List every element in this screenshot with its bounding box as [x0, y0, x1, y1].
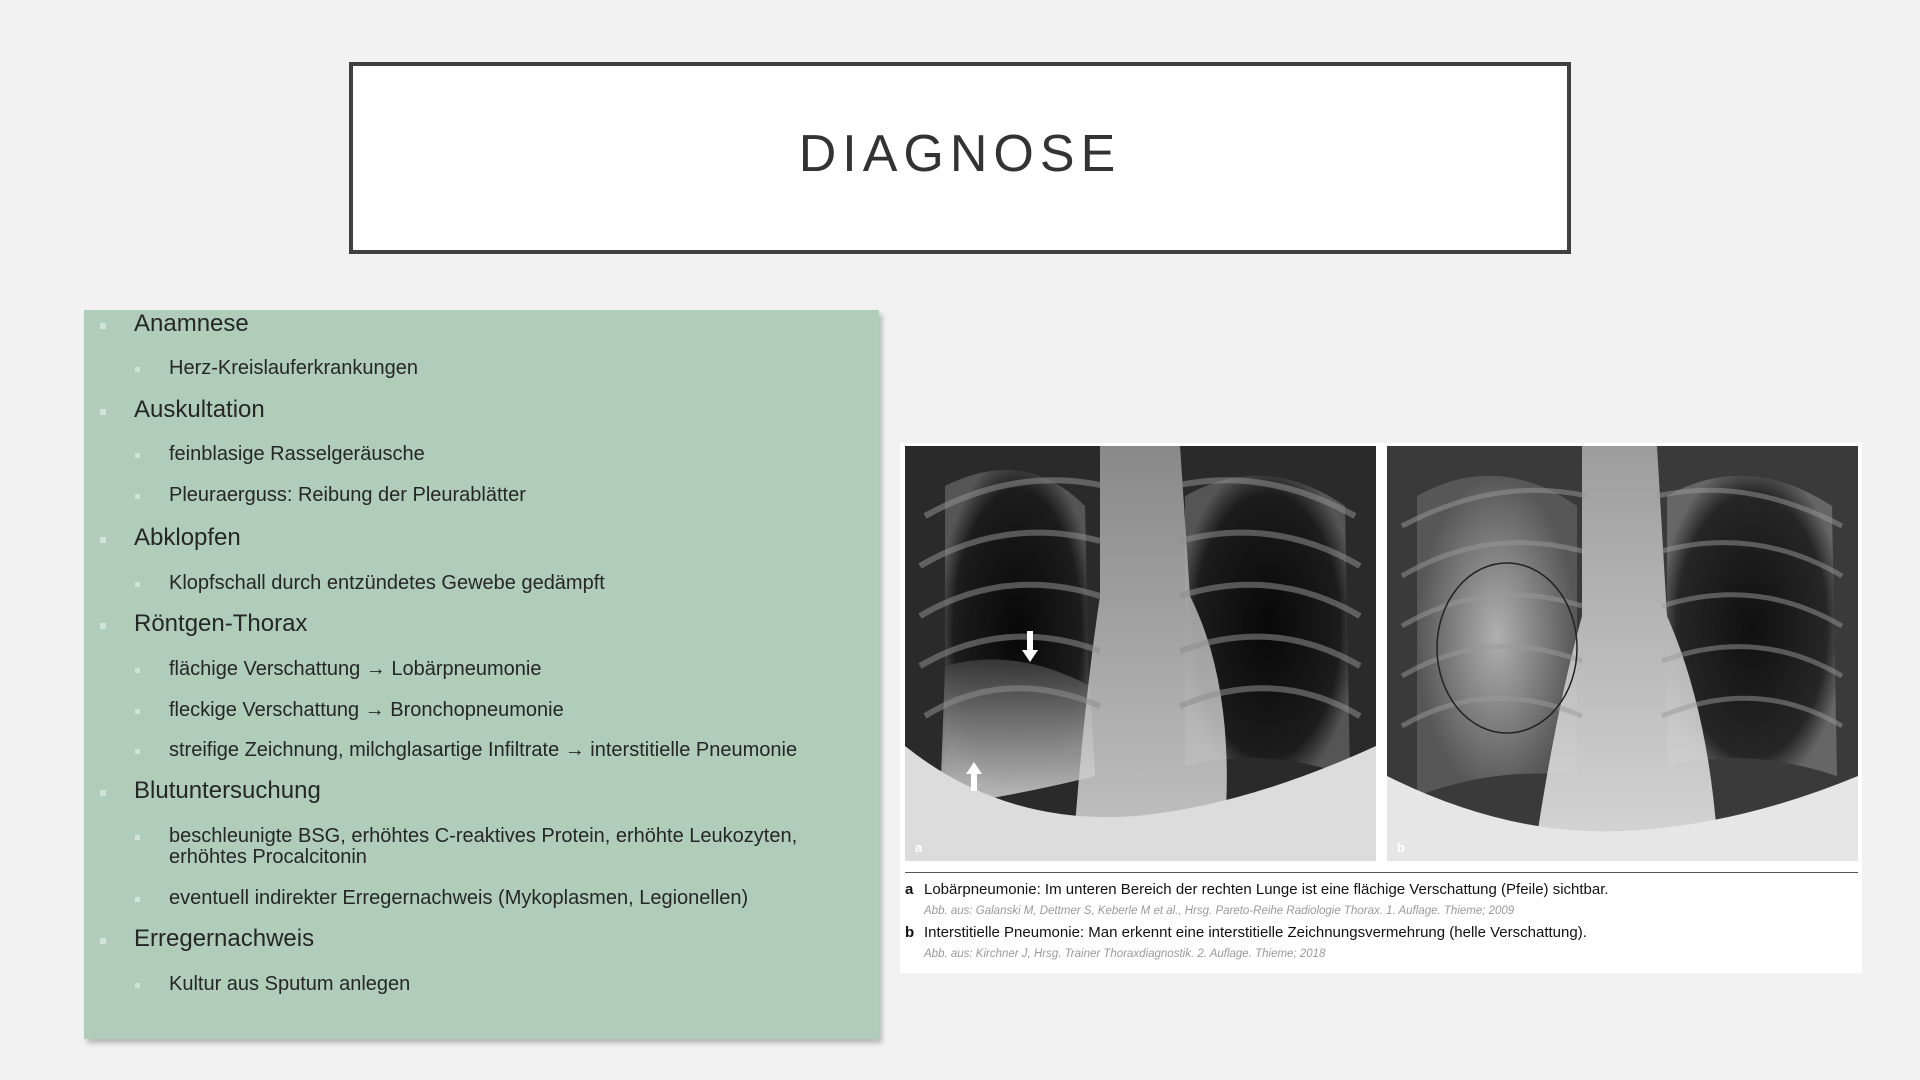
caption-divider [905, 872, 1858, 873]
image-label-a: a [915, 840, 923, 855]
source-a: Abb. aus: Galanski M, Dettmer S, Keberle M et al., Hrsg. Pareto-Reihe Radiologie Thorax. 1. Auflage. Thieme; 2009 [924, 905, 1515, 917]
bullet-icon [135, 453, 140, 458]
bullet-icon [100, 409, 106, 415]
xray-figure [900, 443, 1862, 973]
title-box [349, 62, 1571, 254]
list-item-anamnese: Anamnese [134, 310, 249, 338]
source-b: Abb. aus: Kirchner J, Hrsg. Trainer Thoraxdiagnostik. 2. Auflage. Thieme; 2018 [924, 948, 1326, 960]
list-subitem: Herz-Kreislauferkrankungen [169, 358, 859, 379]
caption-letter-a: a [905, 881, 914, 898]
bullet-icon [100, 537, 106, 543]
bullet-icon [135, 983, 140, 988]
list-subitem: eventuell indirekter Erregernachweis (Mykoplasmen, Legionellen) [169, 888, 859, 909]
list-subitem: flächige Verschattung → Lobärpneumonie [169, 659, 859, 680]
list-subitem: Pleuraerguss: Reibung der Pleurablätter [169, 485, 859, 506]
xray-drawing-b [1387, 446, 1858, 861]
list-subitem: feinblasige Rasselgeräusche [169, 444, 859, 465]
list-item-roentgen: Röntgen-Thorax [134, 610, 307, 638]
list-subitem: streifige Zeichnung, milchglasartige Infiltrate → interstitielle Pneumonie [169, 740, 859, 761]
bullet-icon [135, 749, 140, 754]
list-item-abklopfen: Abklopfen [134, 524, 241, 552]
list-item-blut: Blutuntersuchung [134, 777, 321, 805]
caption-b: Interstitielle Pneumonie: Man erkennt eine interstitielle Zeichnungsvermehrung (helle Verschattung). [924, 924, 1587, 941]
list-subitem: beschleunigte BSG, erhöhtes C-reaktives Protein, erhöhte Leukozyten, erhöhtes Procalcitonin [169, 826, 829, 868]
list-subitem: Klopfschall durch entzündetes Gewebe gedämpft [169, 573, 859, 594]
list-item-auskultation: Auskultation [134, 396, 265, 424]
list-subitem: fleckige Verschattung → Bronchopneumonie [169, 700, 859, 721]
bullet-icon [135, 709, 140, 714]
caption-a: Lobärpneumonie: Im unteren Bereich der rechten Lunge ist eine flächige Verschattung (Pfeile) sichtbar. [924, 881, 1609, 898]
bullet-icon [100, 623, 106, 629]
bullet-icon [135, 835, 140, 840]
bullet-icon [135, 897, 140, 902]
xray-image-b [1387, 446, 1858, 861]
image-label-b: b [1397, 840, 1405, 855]
bullet-icon [135, 367, 140, 372]
bullet-icon [100, 323, 106, 329]
list-subitem: Kultur aus Sputum anlegen [169, 974, 859, 995]
bullet-icon [100, 790, 106, 796]
bullet-icon [135, 668, 140, 673]
list-item-erreger: Erregernachweis [134, 925, 314, 953]
bullet-icon [135, 582, 140, 587]
caption-letter-b: b [905, 924, 915, 941]
xray-image-a [905, 446, 1376, 861]
bullet-icon [100, 938, 106, 944]
bullet-icon [135, 494, 140, 499]
slide-title: DIAGNOSE [798, 125, 1122, 183]
diagnosis-list-panel [84, 310, 879, 1039]
xray-drawing-a [905, 446, 1376, 861]
